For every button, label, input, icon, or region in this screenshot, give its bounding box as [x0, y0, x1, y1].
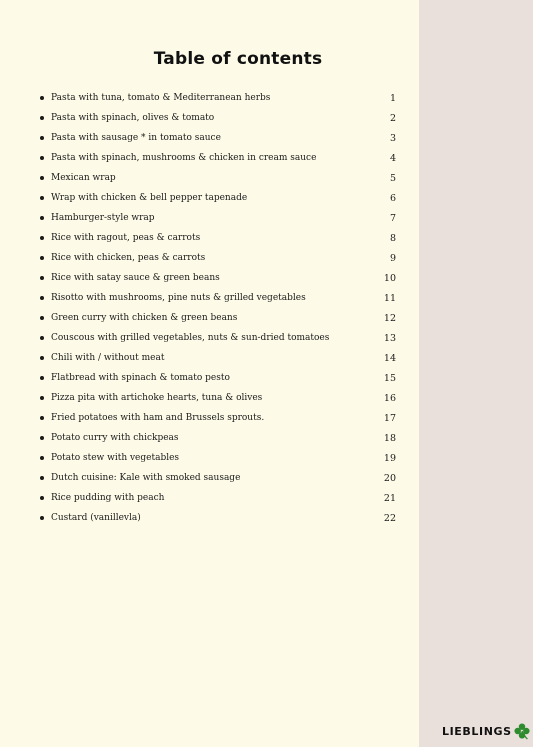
- toc-entry[interactable]: [40, 508, 396, 528]
- bullet-icon: [40, 296, 44, 300]
- toc-entry-page-number: 22: [383, 512, 396, 524]
- toc-entry[interactable]: [40, 208, 396, 228]
- toc-entry[interactable]: [40, 268, 396, 288]
- toc-entry-page-number: 15: [383, 372, 396, 384]
- toc-entry-title: Mexican wrap: [51, 173, 116, 183]
- toc-entry-title: Rice pudding with peach: [51, 493, 165, 503]
- toc-entry-page-number: 3: [389, 132, 396, 144]
- toc-entry-page-number: 7: [389, 212, 396, 224]
- bullet-icon: [40, 456, 44, 460]
- toc-entry-title: Fried potatoes with ham and Brussels sprouts.: [51, 413, 265, 423]
- bullet-icon: [40, 516, 44, 520]
- toc-entry-title: Potato stew with vegetables: [51, 453, 180, 463]
- toc-entry-title: Pasta with spinach, mushrooms & chicken in cream sauce: [51, 153, 317, 163]
- toc-entry[interactable]: [40, 108, 396, 128]
- toc-entry[interactable]: [40, 88, 396, 108]
- toc-entry-title: Pasta with sausage * in tomato sauce: [51, 133, 221, 143]
- toc-entry-title: Flatbread with spinach & tomato pesto: [51, 373, 230, 383]
- bullet-icon: [40, 236, 44, 240]
- bullet-icon: [40, 276, 44, 280]
- toc-entry-title: Pasta with spinach, olives & tomato: [51, 113, 215, 123]
- bullet-icon: [40, 356, 44, 360]
- toc-entry-title: Rice with chicken, peas & carrots: [51, 253, 206, 263]
- toc-entry[interactable]: [40, 488, 396, 508]
- toc-entry[interactable]: [40, 188, 396, 208]
- toc-entry[interactable]: [40, 148, 396, 168]
- bullet-icon: [40, 116, 44, 120]
- sidebar-strip: [419, 0, 533, 747]
- bullet-icon: [40, 416, 44, 420]
- toc-entry[interactable]: [40, 368, 396, 388]
- toc-entry-title: Chili with / without meat: [51, 353, 165, 363]
- toc-entry-page-number: 9: [389, 252, 396, 264]
- toc-entry-title: Pasta with tuna, tomato & Mediterranean herbs: [51, 93, 271, 103]
- toc-entry-page-number: 2: [389, 112, 396, 124]
- bullet-icon: [40, 196, 44, 200]
- toc-entry-title: Pizza pita with artichoke hearts, tuna & olives: [51, 393, 263, 403]
- toc-entry-title: Rice with ragout, peas & carrots: [51, 233, 201, 243]
- brand-logo: [442, 722, 531, 740]
- toc-entry-page-number: 16: [383, 392, 396, 404]
- table-of-contents-list: [40, 88, 396, 528]
- toc-entry-page-number: 19: [383, 452, 396, 464]
- toc-entry-title: Wrap with chicken & bell pepper tapenade: [51, 193, 248, 203]
- toc-entry-title: Hamburger-style wrap: [51, 213, 155, 223]
- bullet-icon: [40, 436, 44, 440]
- toc-entry-page-number: 21: [383, 492, 396, 504]
- toc-entry-title: Rice with satay sauce & green beans: [51, 273, 220, 283]
- toc-entry-page-number: 17: [383, 412, 396, 424]
- toc-entry-page-number: 4: [389, 152, 396, 164]
- toc-entry-title: Green curry with chicken & green beans: [51, 313, 238, 323]
- toc-entry[interactable]: [40, 348, 396, 368]
- toc-entry-title: Potato curry with chickpeas: [51, 433, 179, 443]
- bullet-icon: [40, 176, 44, 180]
- toc-entry[interactable]: [40, 288, 396, 308]
- toc-entry-page-number: 8: [389, 232, 396, 244]
- toc-entry[interactable]: [40, 428, 396, 448]
- toc-entry-page-number: 14: [383, 352, 396, 364]
- bullet-icon: [40, 96, 44, 100]
- toc-entry-page-number: 10: [383, 272, 396, 284]
- toc-entry-title: Dutch cuisine: Kale with smoked sausage: [51, 473, 241, 483]
- toc-entry[interactable]: [40, 308, 396, 328]
- bullet-icon: [40, 476, 44, 480]
- page-title: Table of contents: [153, 49, 323, 69]
- bullet-icon: [40, 256, 44, 260]
- bullet-icon: [40, 336, 44, 340]
- toc-entry[interactable]: [40, 468, 396, 488]
- toc-entry[interactable]: [40, 168, 396, 188]
- toc-entry-page-number: 6: [389, 192, 396, 204]
- toc-entry[interactable]: [40, 228, 396, 248]
- toc-entry-page-number: 20: [383, 472, 396, 484]
- toc-entry-page-number: 13: [383, 332, 396, 344]
- toc-entry-page-number: 1: [389, 92, 396, 104]
- bullet-icon: [40, 136, 44, 140]
- bullet-icon: [40, 156, 44, 160]
- bullet-icon: [40, 316, 44, 320]
- bullet-icon: [40, 396, 44, 400]
- toc-entry-page-number: 12: [383, 312, 396, 324]
- toc-entry-title: Risotto with mushrooms, pine nuts & grilled vegetables: [51, 293, 306, 303]
- brand-logo-text: LIEBLINGS: [442, 724, 512, 738]
- toc-entry[interactable]: [40, 388, 396, 408]
- toc-entry[interactable]: [40, 328, 396, 348]
- bullet-icon: [40, 216, 44, 220]
- toc-entry-page-number: 11: [383, 292, 396, 304]
- toc-entry[interactable]: [40, 408, 396, 428]
- toc-entry-title: Custard (vanillevla): [51, 513, 141, 523]
- toc-entry-title: Couscous with grilled vegetables, nuts & sun-dried tomatoes: [51, 333, 330, 343]
- toc-entry-page-number: 18: [383, 432, 396, 444]
- toc-entry[interactable]: [40, 128, 396, 148]
- toc-entry-page-number: 5: [389, 172, 396, 184]
- toc-entry[interactable]: [40, 248, 396, 268]
- toc-entry[interactable]: [40, 448, 396, 468]
- bullet-icon: [40, 376, 44, 380]
- bullet-icon: [40, 496, 44, 500]
- four-leaf-clover-icon: [513, 722, 531, 740]
